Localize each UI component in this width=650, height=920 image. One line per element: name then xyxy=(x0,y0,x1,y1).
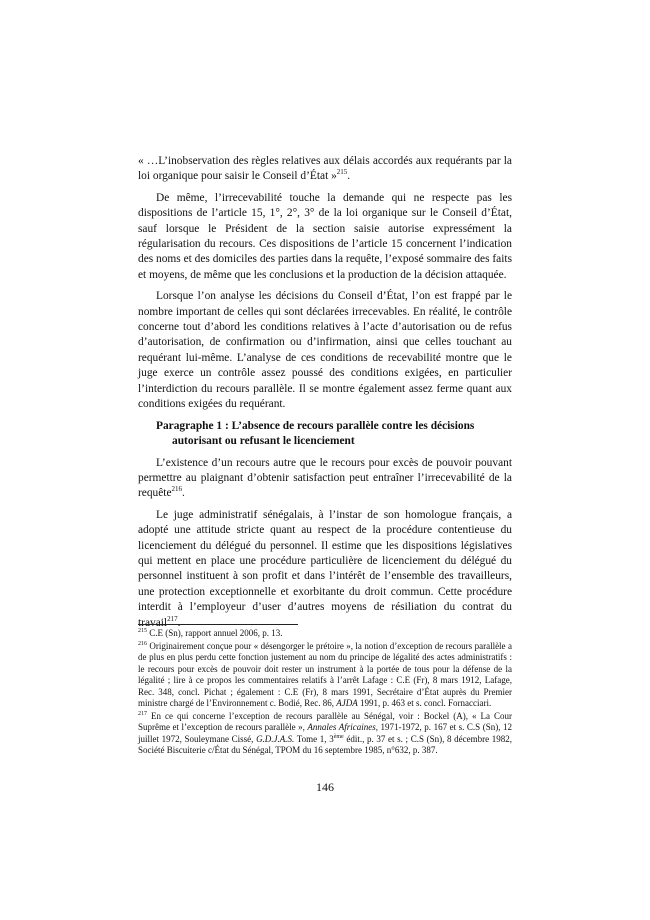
footnote-215 xyxy=(138,628,512,640)
page-body xyxy=(138,154,512,637)
footnote-journal: Annales Africaines xyxy=(307,722,376,732)
footnote-217 xyxy=(138,711,512,757)
footnote-216 xyxy=(138,641,512,710)
page-number: 146 xyxy=(316,780,334,794)
paragraph-recours xyxy=(138,456,512,502)
paragraph-analysis: Lorsque l’on analyse les décisions du Conseil d’État, l’on est frappé par le nombre important de celles qui sont déclarées irrecevables. En réalité, le contrôle concerne tout d’abord les conditions relatives à l’acte d’autorisation ou de refus d’autorisation, de confirmation ou d’infirmation, ainsi que celles touchant au requérant lui-même. L’analyse de ces conditions de recevabilité montre que le juge exerce un contrôle assez poussé des conditions exigées, en particulier l’interdiction du recours parallèle. Il se montre également assez ferme quant aux conditions exigées du requérant. xyxy=(138,290,512,411)
footnote-text-tail: 1991, p. 463 et s. concl. Fornacciari. xyxy=(357,698,492,708)
quote-text: « …L’inobservation des règles relatives aux délais accordés aux requérants par la loi organique pour saisir le Conseil d’État » xyxy=(138,155,512,183)
footnote-journal: G.D.J.A.S. xyxy=(256,733,295,744)
footnote-number: 216 xyxy=(138,640,147,647)
footnote-text: , 1971-1972, p. 167 et s. C.S (Sn), 12 juillet 1972, Souleymane Cissé, xyxy=(138,722,512,744)
footnote-text: édit., p. 37 et s. ; C.S (Sn), 8 décembre 1982, Société Biscuiterie c/État du Sénégal, TPOM du 16 septembre 1985, n°632, p. 387. xyxy=(138,733,512,755)
quote-end: . xyxy=(347,170,351,183)
paragraph-juge-end: . xyxy=(177,616,181,629)
footnote-ref-217[interactable]: 217 xyxy=(167,614,178,623)
paragraph-article-15: De même, l’irrecevabilité touche la demande qui ne respecte pas les dispositions de l’article 15, 1°, 2°, 3° de la loi organique sur le Conseil d’État, sauf lorsque le Président de la section saisie autorise expressément la régularisation du recours. Ces dispositions de l’article 15 concernent l’indication des noms et des domiciles des parties dans la requête, l’exposé sommaire des faits et moyens, de même que les conclusions et la production de la décision attaquée. xyxy=(138,191,512,281)
paragraph-recours-end: . xyxy=(182,487,185,500)
footnote-number: 217 xyxy=(138,710,147,717)
footnotes xyxy=(138,628,512,758)
footnote-text: C.E (Sn), rapport annuel 2006, p. 13. xyxy=(147,628,283,638)
footnote-separator xyxy=(138,624,298,625)
footnote-journal: AJDA xyxy=(336,698,358,708)
footnote-ref-215[interactable]: 215 xyxy=(336,168,348,177)
footnote-text: En ce qui concerne l’exception de recours parallèle au Sénégal, voir : Bockel (A), « La Cour Suprême et l’exception de recours parallèle », xyxy=(138,710,512,732)
paragraph-juge-text: Le juge administratif sénégalais, à l’instar de son homologue français, a adopté une attitude stricte quant au respect de la procédure contentieuse du licenciement du délégué du personnel. Il estime que les dispositions législatives qui mettent en place une procédure particulière de licenciement du délégué du personnel instituent à son profit et dans l’intérêt de l’ensemble des travailleurs, une protection exceptionnelle et exorbitante du droit commun. Cette procédure interdit à l’employeur d’user d’autres moyens de résiliation du contrat du travail xyxy=(138,508,512,629)
section-heading xyxy=(156,419,512,449)
quote-paragraph xyxy=(138,154,512,185)
heading-line-1: Paragraphe 1 : L’absence de recours parallèle contre les décisions xyxy=(156,419,475,432)
heading-line-2: autorisant ou refusant le licenciement xyxy=(172,434,355,447)
footnote-text: Tome 1, 3 xyxy=(294,733,334,744)
paragraph-recours-text: L’existence d’un recours autre que le recours pour excès de pouvoir pouvant permettre au plaignant d’obtenir satisfaction peut entraîner l’irrecevabilité de la requête xyxy=(138,456,512,500)
footnote-text: Originairement conçue pour « désengorger le prétoire », la notion d’exception de recours parallèle a de plus en plus perdu cette fonction justement au nom du principe de légalité des actes administratifs : le recours pour excès de pouvoir doit rester un instrument à la portée de tous pour la défense de la légalité ; lire à ce propos les commentaires relatifs à l’arrêt Lafage : C.E (Fr), 8 mars 1912, Lafage, Rec. 348, concl. Pichat ; également : C.E (Fr), 8 mars 1991, Secrétaire d’État auprès du Premier ministre chargé de l’Environnement c. Bodié, Rec. 86, xyxy=(138,640,512,708)
footnote-number: 215 xyxy=(138,628,147,634)
edition-superscript: ème xyxy=(333,733,344,740)
footnote-ref-216[interactable]: 216 xyxy=(171,485,183,494)
paragraph-juge xyxy=(138,508,512,631)
